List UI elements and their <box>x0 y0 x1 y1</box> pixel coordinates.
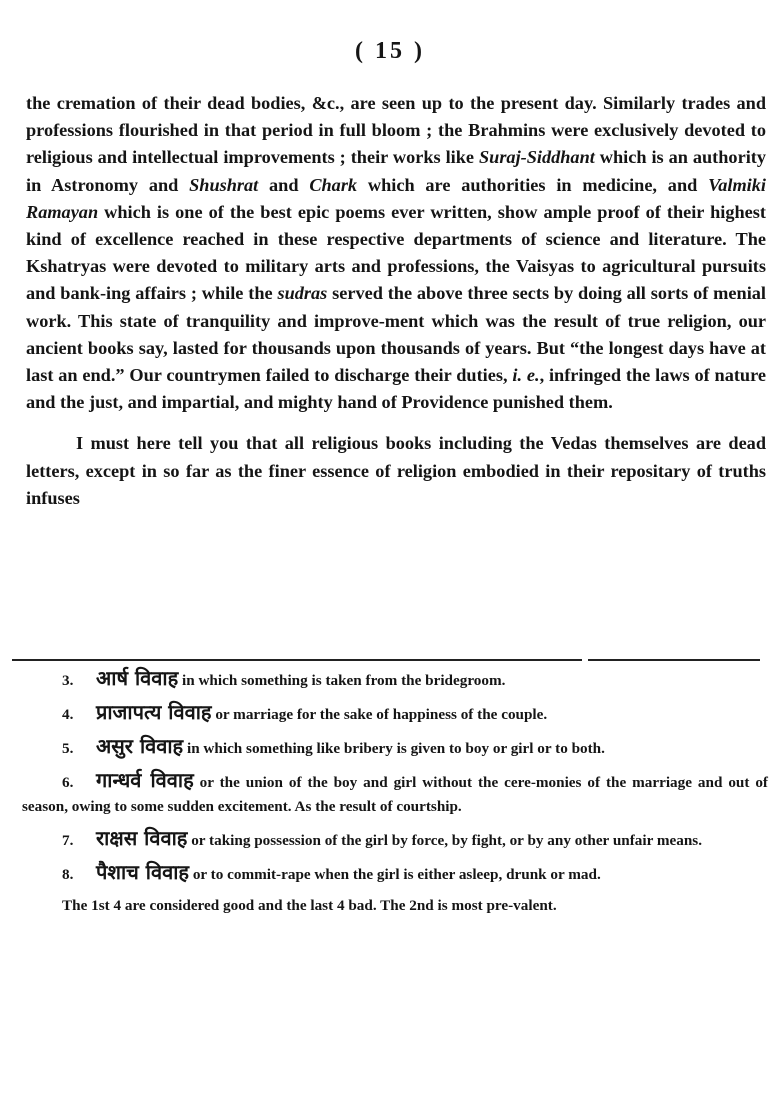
footnote-text: in which something is taken from the bridegroom. <box>178 672 506 689</box>
italic-term: Valmiki Ramayan <box>26 174 766 222</box>
text-run: and <box>258 174 310 195</box>
text-run: which is an authority in Astronomy and <box>26 147 766 195</box>
footnote-7 <box>22 826 768 853</box>
paragraph-1 <box>26 90 766 416</box>
footnotes <box>22 666 768 925</box>
footnote-divider <box>12 659 582 661</box>
footnote-number: 5. <box>62 740 74 757</box>
page-number: ( 15 ) <box>355 38 425 64</box>
footnote-6 <box>22 768 768 819</box>
text-run: which are authorities in medicine, and <box>357 174 709 195</box>
footnote-number: 6. <box>62 774 74 791</box>
footnote-text: or the union of the boy and girl without the cere-monies of the marriage and out of season, owing to some sudden excitement. As the result of courtship. <box>22 774 768 815</box>
footnote-number: 3. <box>62 672 74 689</box>
text-run: the cremation of their dead bodies, &c., are seen up to the present day. Similarly trades and professions flourished in that period in full bloom ; the Brahmins were exclusively devoted to religious and intellectual improvements ; their works like <box>26 93 766 168</box>
footnote-4 <box>22 700 768 727</box>
text-run: served the above three sects by doing all sorts of menial work. This state of tranquility and improve-ment which was the result of true religion, our ancient books say, lasted for thousands upon thousands of years. But “the longest days have at last an end.” Our countrymen failed to discharge their duties, <box>26 283 766 386</box>
main-text <box>26 90 766 512</box>
devanagari-term: पैशाच विवाह <box>96 860 190 884</box>
text-run: which is one of the best epic poems ever written, show ample proof of their highest kind of excellence reached in these respective departments of science and literature. The Kshatryas were devoted to military arts and professions, the Vaisyas to agricultural pursuits and bank-ing affairs ; while the <box>26 201 766 304</box>
devanagari-term: असुर विवाह <box>96 734 184 758</box>
italic-term: Suraj-Siddhant <box>478 147 595 168</box>
footnote-number: 8. <box>62 866 74 883</box>
footnote-number: 4. <box>62 706 74 723</box>
footnote-number: 7. <box>62 832 74 849</box>
footnote-text: or to commit-rape when the girl is either asleep, drunk or mad. <box>189 866 601 883</box>
devanagari-term: आर्ष विवाह <box>96 666 179 690</box>
devanagari-term: प्राजापत्य विवाह <box>96 700 212 724</box>
footnote-text: or marriage for the sake of happiness of the couple. <box>211 706 548 723</box>
footnote-closing: The 1st 4 are considered good and the last 4 bad. The 2nd is most pre-valent. <box>62 897 557 914</box>
footnote-divider-right <box>588 659 760 661</box>
italic-term: Shushrat <box>189 174 259 195</box>
italic-term: Chark <box>309 174 358 195</box>
paragraph-2: I must here tell you that all religious books including the Vedas themselves are dead letters, except in so far as the finer essence of religion embodied in their repositary of truths infuses <box>26 433 766 508</box>
devanagari-term: गान्धर्व विवाह <box>96 768 194 792</box>
footnote-3 <box>22 666 768 693</box>
footnote-8 <box>22 860 768 887</box>
footnote-text: or taking possession of the girl by force, by fight, or by any other unfair means. <box>187 832 702 849</box>
devanagari-term: राक्षस विवाह <box>96 826 188 850</box>
footnote-text: in which something like bribery is given to boy or girl or to both. <box>183 740 605 757</box>
italic-term: i. e. <box>512 365 540 386</box>
footnote-5 <box>22 734 768 761</box>
text-run: , infringed the laws of nature and the just, and impartial, and mighty hand of Providence punished them. <box>26 365 766 413</box>
italic-term: sudras <box>277 283 328 304</box>
